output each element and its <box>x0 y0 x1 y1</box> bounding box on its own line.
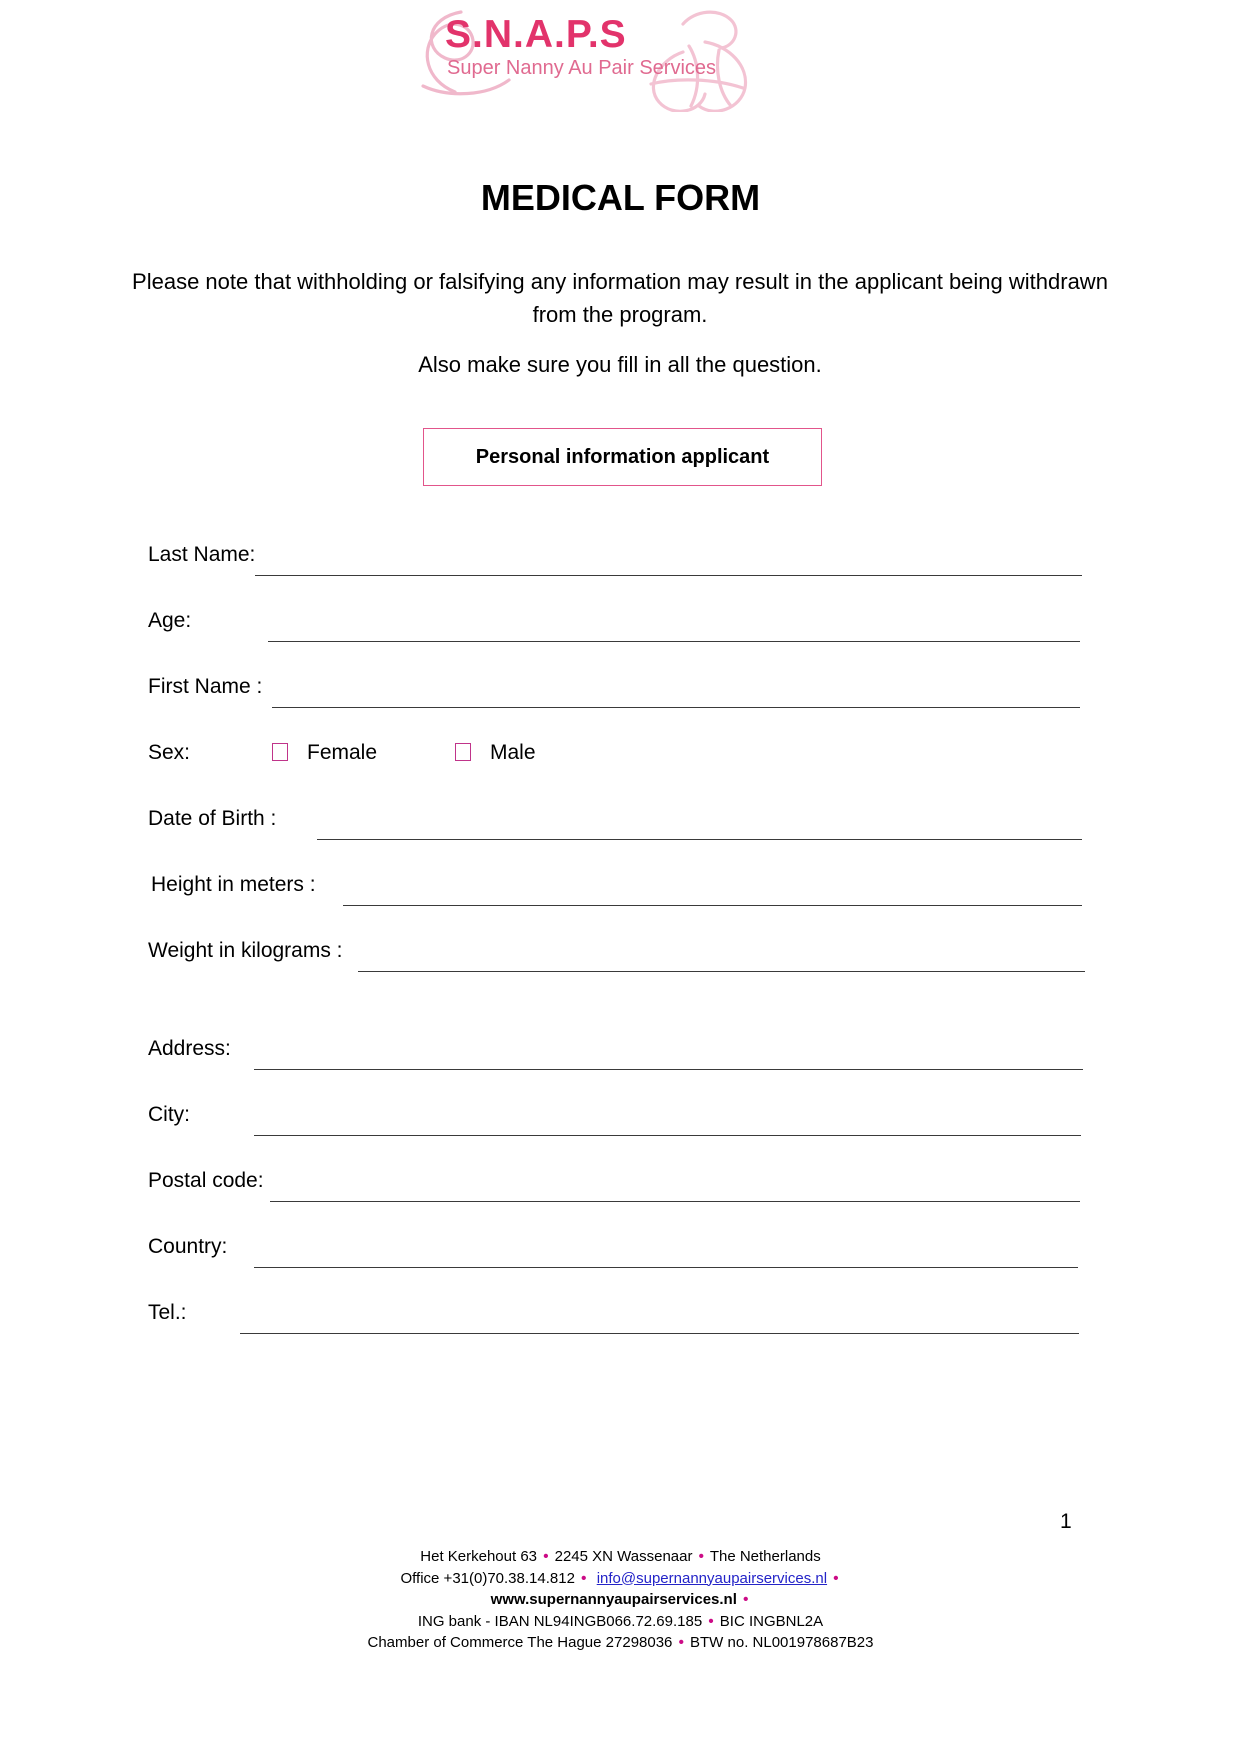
logo-brand-text: S.N.A.P.S <box>445 13 627 56</box>
form-field-country <box>0 1232 1241 1298</box>
form-field-age <box>0 606 1241 672</box>
separator-dot-icon: • <box>581 1569 587 1587</box>
field-input-address[interactable] <box>254 1069 1083 1070</box>
footer-website[interactable]: www.supernannyaupairservices.nl <box>490 1591 737 1608</box>
field-input-height-in-meters[interactable] <box>343 905 1082 906</box>
field-label-tel: Tel.: <box>148 1301 187 1324</box>
footer-website-line <box>0 1589 1241 1611</box>
footer-btw: BTW no. NL001978687B23 <box>690 1634 874 1651</box>
footer-street: Het Kerkehout 63 <box>420 1548 538 1565</box>
field-input-city[interactable] <box>254 1135 1081 1136</box>
field-input-country[interactable] <box>254 1267 1078 1268</box>
form-field-weight-in-kilograms <box>0 936 1241 1002</box>
logo-inner <box>383 0 783 112</box>
separator-dot-icon: • <box>543 1548 549 1565</box>
footer-chamber: Chamber of Commerce The Hague 27298036 <box>367 1634 673 1651</box>
checkbox-male[interactable] <box>455 743 471 761</box>
logo-tagline-text: Super Nanny Au Pair Services <box>447 57 717 79</box>
field-input-weight-in-kilograms[interactable] <box>358 971 1085 972</box>
footer-bank-line <box>0 1611 1241 1633</box>
field-label-postal-code: Postal code: <box>148 1169 264 1192</box>
field-spacer <box>0 1002 1241 1034</box>
separator-dot-icon: • <box>678 1634 684 1651</box>
separator-dot-icon: • <box>698 1548 704 1565</box>
field-label-city: City: <box>148 1103 190 1126</box>
field-label-last-name: Last Name: <box>148 543 256 566</box>
field-label-age: Age: <box>148 609 192 632</box>
page-footer <box>0 1546 1241 1654</box>
checkbox-label-female[interactable]: Female <box>307 741 378 764</box>
field-input-postal-code[interactable] <box>270 1201 1080 1202</box>
intro-paragraph-1: Please note that withholding or falsifying any information may result in the applicant being withdrawn from the program. <box>132 269 1108 327</box>
field-input-age[interactable] <box>268 641 1080 642</box>
page-number: 1 <box>1060 1510 1072 1533</box>
company-logo <box>0 0 1241 112</box>
field-label-country: Country: <box>148 1235 228 1258</box>
intro-paragraph-2: Also make sure you fill in all the question. <box>418 352 822 377</box>
footer-contact-line <box>0 1568 1241 1590</box>
separator-dot-icon: • <box>743 1591 749 1608</box>
footer-bic: BIC INGBNL2A <box>719 1612 824 1630</box>
footer-country: The Netherlands <box>709 1548 821 1565</box>
section-heading-box <box>423 428 822 486</box>
field-input-last-name[interactable] <box>255 575 1082 576</box>
footer-address-line <box>0 1546 1241 1568</box>
footer-bank: ING bank - IBAN NL94INGB066.72.69.185 <box>417 1612 703 1630</box>
form-field-date-of-birth <box>0 804 1241 870</box>
field-input-first-name[interactable] <box>272 707 1080 708</box>
page-title: MEDICAL FORM <box>480 177 761 218</box>
field-label-date-of-birth: Date of Birth : <box>148 807 277 830</box>
field-label-address: Address: <box>148 1037 231 1060</box>
footer-phone: Office +31(0)70.38.14.812 <box>400 1569 575 1587</box>
form-fields-container <box>0 540 1241 1364</box>
form-field-tel <box>0 1298 1241 1364</box>
form-field-height-in-meters <box>0 870 1241 936</box>
checkbox-female[interactable] <box>272 743 288 761</box>
field-input-date-of-birth[interactable] <box>317 839 1082 840</box>
section-heading-label: Personal information applicant <box>475 445 770 468</box>
form-field-sex <box>0 738 1241 804</box>
form-field-last-name <box>0 540 1241 606</box>
footer-registration-line <box>0 1632 1241 1654</box>
field-input-tel[interactable] <box>240 1333 1079 1334</box>
field-label-sex: Sex: <box>148 741 191 764</box>
form-field-city <box>0 1100 1241 1166</box>
form-field-first-name <box>0 672 1241 738</box>
footer-city: 2245 XN Wassenaar <box>554 1548 693 1565</box>
form-field-postal-code <box>0 1166 1241 1232</box>
separator-dot-icon: • <box>833 1569 839 1587</box>
field-label-weight-in-kilograms: Weight in kilograms : <box>148 939 343 962</box>
checkbox-label-male[interactable]: Male <box>490 741 536 764</box>
footer-email-link[interactable]: info@supernannyaupairservices.nl <box>596 1569 828 1587</box>
field-label-first-name: First Name : <box>148 675 263 698</box>
field-label-height-in-meters: Height in meters : <box>151 873 316 896</box>
separator-dot-icon: • <box>708 1612 714 1630</box>
form-field-address <box>0 1034 1241 1100</box>
